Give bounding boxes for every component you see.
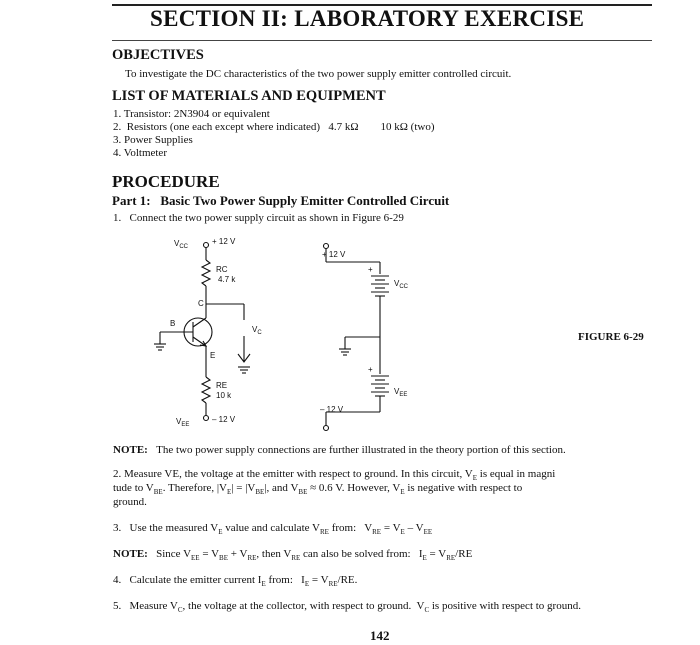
step3: 3. Use the measured $V_E$ value and calculate $V_{RE}$ from: $V_{RE} = V_E - V_{EE}$ bbox=[113, 522, 433, 537]
vcc-terminal bbox=[204, 243, 209, 248]
title-rule bbox=[112, 40, 652, 41]
base-label: B bbox=[170, 319, 176, 328]
note1 bbox=[113, 444, 566, 456]
step4: 4. Calculate the emitter current $I_E$ from: $I_E = V_{RE}/RE$. bbox=[113, 574, 358, 589]
vcc-plus-sign: + bbox=[368, 265, 373, 274]
step2-line3: ground. bbox=[113, 496, 147, 508]
note2: NOTE: Since $V_{EE} = V_{BE} + V_{RE}$, then $V_{RE}$ can also be solved from: $I_E = V_{RE}/RE$ bbox=[113, 548, 473, 563]
step5: 5. Measure $V_C$, the voltage at the collector, with respect to ground. $V_C$ is positive with respect to ground. bbox=[113, 600, 581, 615]
re-value: 10 k bbox=[216, 391, 232, 400]
materials-item-1: 1. Transistor: 2N3904 or equivalent bbox=[113, 108, 270, 120]
ps-plus12-terminal bbox=[324, 244, 329, 249]
materials-heading: LIST OF MATERIALS AND EQUIPMENT bbox=[112, 88, 386, 104]
minus12-label: – 12 V bbox=[212, 415, 236, 424]
vee-label: $V_{EE}$ bbox=[176, 417, 190, 428]
emitter-label: E bbox=[210, 351, 216, 360]
note1-label: NOTE: bbox=[113, 444, 148, 456]
note1-text: The two power supply connections are further illustrated in the theory portion of this section. bbox=[156, 444, 566, 456]
re-resistor bbox=[202, 377, 210, 403]
re-label: RE bbox=[216, 381, 228, 390]
rc-resistor bbox=[202, 260, 210, 286]
page-title: SECTION II: LABORATORY EXERCISE bbox=[150, 6, 585, 31]
vee-terminal bbox=[204, 416, 209, 421]
ps-vcc-label: $V_{CC}$ bbox=[394, 279, 409, 290]
page-number: 142 bbox=[370, 628, 390, 643]
plus12-label: + 12 V bbox=[212, 237, 236, 246]
figure-label: FIGURE 6-29 bbox=[578, 331, 644, 343]
ps-plus12-label: + 12 V bbox=[322, 250, 346, 259]
figure-6-29-circuit bbox=[140, 232, 440, 432]
vcc-battery bbox=[371, 276, 389, 296]
vee-battery bbox=[371, 376, 389, 396]
materials-item-4: 4. Voltmeter bbox=[113, 147, 167, 159]
vcc-label: $V_{CC}$ bbox=[174, 239, 189, 250]
ps-minus12-label: – 12 V bbox=[320, 405, 344, 414]
procedure-heading: PROCEDURE bbox=[112, 172, 220, 191]
step2-line2: tude to $V_{BE}$. Therefore, $|V_E| = |V_{BE}|$, and $V_{BE} \approx 0.6$ V. However, $V_E$ is negative with respect to bbox=[113, 482, 523, 497]
rc-label: RC bbox=[216, 265, 228, 274]
step1-text: 1. Connect the two power supply circuit as shown in Figure 6-29 bbox=[113, 212, 404, 224]
rc-value: 4.7 k bbox=[218, 275, 236, 284]
materials-item-2: 2. Resistors (one each except where indicated) 4.7 kΩ 10 kΩ (two) bbox=[113, 121, 435, 133]
collector-label: C bbox=[198, 299, 204, 308]
ps-minus12-terminal bbox=[324, 426, 329, 431]
part1-heading: Part 1: Basic Two Power Supply Emitter Controlled Circuit bbox=[112, 193, 450, 208]
vee-plus-sign: + bbox=[368, 365, 373, 374]
objectives-heading: OBJECTIVES bbox=[112, 47, 204, 63]
step2-line1: 2. Measure VE, the voltage at the emitter with respect to ground. In this circuit, $V_E$ is equal in magni bbox=[113, 468, 556, 483]
materials-item-3: 3. Power Supplies bbox=[113, 134, 193, 146]
vc-label: $V_C$ bbox=[252, 325, 262, 336]
ps-vee-label: $V_{EE}$ bbox=[394, 387, 408, 398]
objectives-text: To investigate the DC characteristics of the two power supply emitter controlled circuit. bbox=[125, 68, 512, 80]
